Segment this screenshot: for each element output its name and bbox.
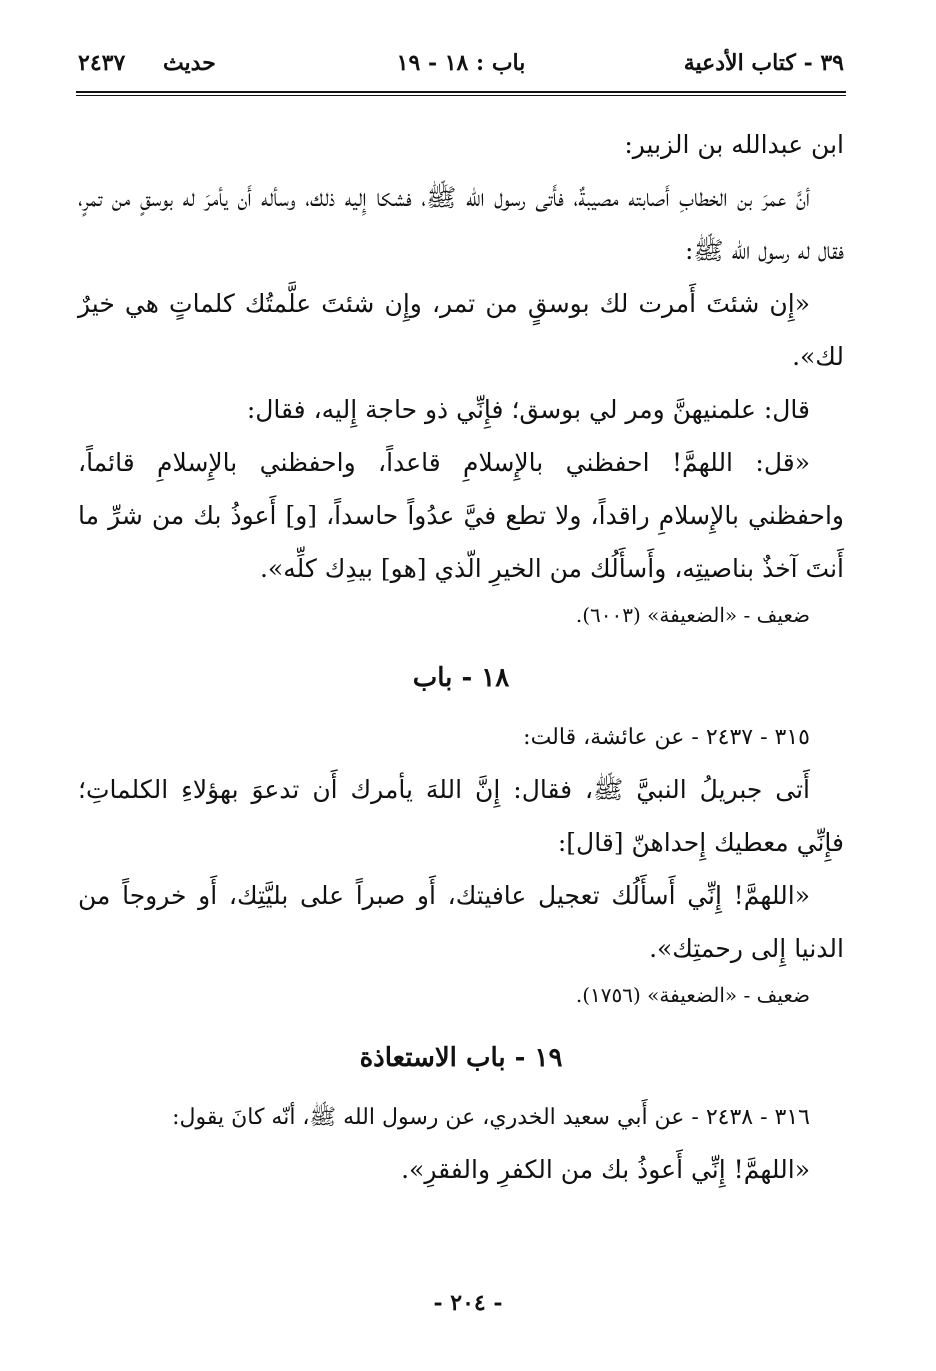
grading-note: ضعيف - «الضعيفة» (٦٠٠٣). [575,603,810,627]
hadith-heading: ٣١٦ - ٢٤٣٨ - عن أَبي سعيد الخدري، عن رسول الله ﷺ، أنّه كانَ يقول: [172,1105,810,1130]
hadith-heading: ٣١٥ - ٢٤٣٧ - عن عائشة، قالت: [523,725,810,750]
page-body [78,118,844,1196]
hadith-quote: «اللهمَّ! إِنِّي أَعوذُ بك من الكفرِ والفقرِ». [401,1155,810,1184]
grading-note: ضعيف - «الضعيفة» (١٧٥٦). [575,983,810,1007]
hadith-quote: «اللهمَّ! إِنِّي أَسأَلُك تعجيل عافيتك، أَو صبراً على بليَّتِك، أَو خروجاً من الدنيا إِلى رحمتِك». [78,881,844,963]
chapter-range: باب : ١٨ - ١٩ [396,50,526,76]
hadith-text: أنَّ عمرَ بن الخطابِ أَصابته مصيبةٌ، فأَتى رسول الله ﷺ، فشكا إِليه ذلك، وسأله أَن يأمرَ له بوسقٍ من تمرٍ، فقال له رسول الله ﷺ: [78,183,844,265]
running-header [78,50,844,90]
page-number: - ٢٠٤ - [433,1290,503,1316]
hadith-quote: «قل: اللهمَّ! احفظني بالإِسلامِ قاعداً، واحفظني بالإِسلامِ قائماً، واحفظني بالإِسلامِ راقداً، ولا تطع فيَّ عدُواً حاسداً، [و] أَعوذُ بك من شرِّ ما أَنتَ آخذٌ بناصيتِه، وأَسأَلُك من الخيرِ الّذي [هو] بيدِك كلِّه». [78,448,844,583]
hadith-quote: «إِن شئتَ أَمرت لك بوسقٍ من تمر، وإِن شئتَ علَّمتُك كلماتٍ هي خيرٌ لك». [78,289,844,371]
hadith-label: حديث [162,50,216,76]
chapter-heading: ١٩ - باب الاستعاذة [359,1043,563,1073]
header-rule-thin [76,95,846,96]
book-title: ٣٩ - كتاب الأدعية [683,50,844,76]
header-rule [76,91,846,93]
hadith-reference [78,50,216,76]
chapter-heading: ١٨ - باب [412,663,510,693]
hadith-text: أَتى جبريلُ النبيَّ ﷺ، فقال: إِنَّ اللهَ يأمرك أَن تدعوَ بهؤلاءِ الكلماتِ؛ فإِنِّي معطيك إِحداهنّ [قال]: [78,775,844,857]
narrator-continuation: ابن عبدالله بن الزبير: [624,130,844,159]
hadith-number: ٢٤٣٧ [78,50,126,76]
hadith-text: قال: علمنيهنَّ ومر لي بوسق؛ فإِنِّي ذو حاجة إِليه، فقال: [246,395,810,424]
